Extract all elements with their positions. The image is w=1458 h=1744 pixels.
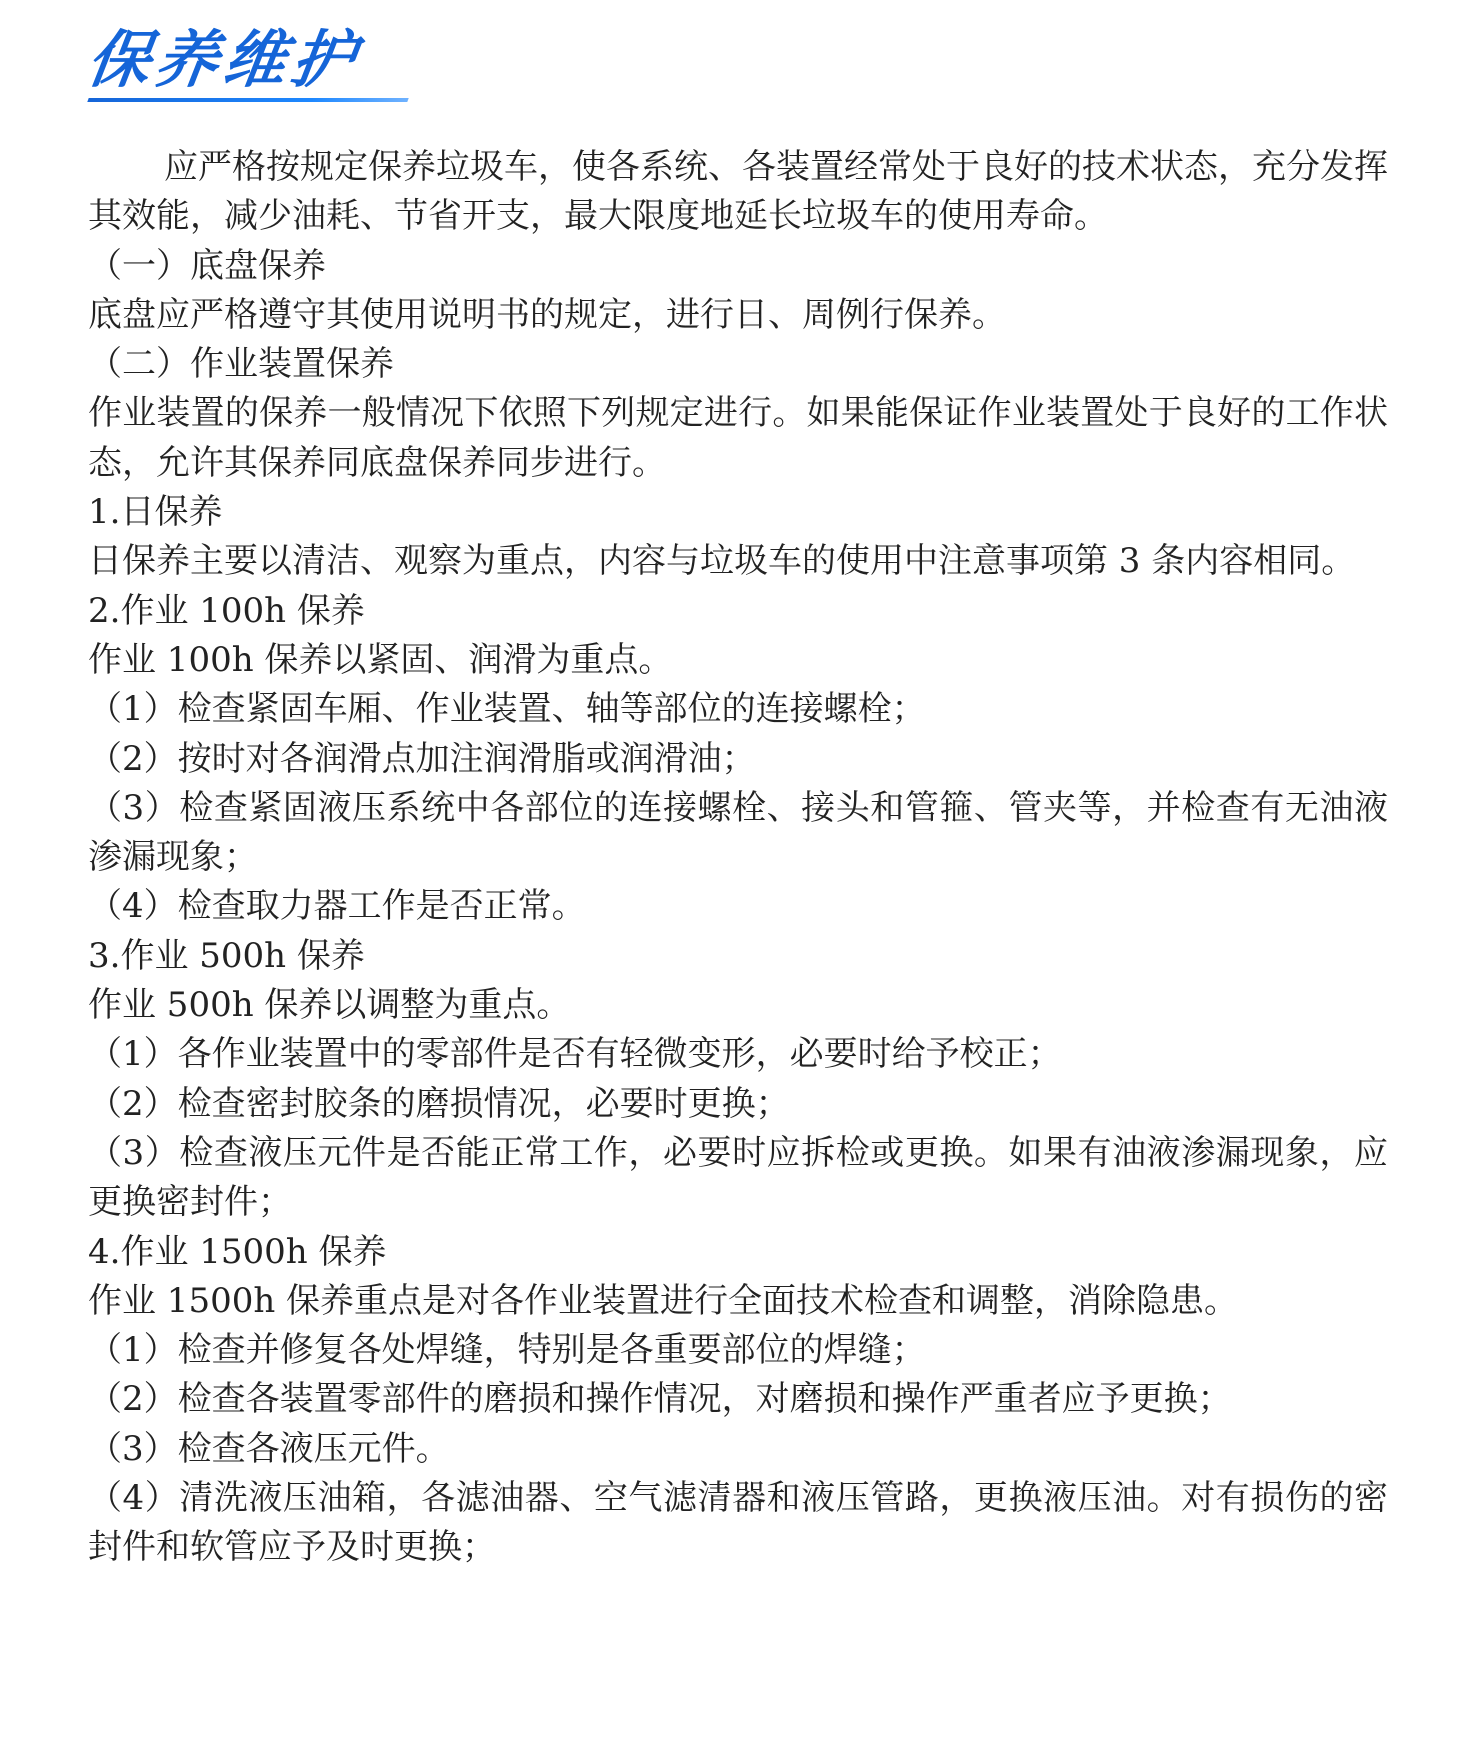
- section-heading-work-device: （二）作业装置保养: [88, 344, 394, 385]
- paragraph: 作业 1500h 保养重点是对各作业装置进行全面技术检查和调整，消除隐患。: [88, 1280, 1239, 1321]
- section-heading-chassis: （一）底盘保养: [88, 245, 326, 286]
- list-item: （2）按时对各润滑点加注润滑脂或润滑油；: [88, 738, 756, 779]
- list-item: （2）检查密封胶条的磨损情况，必要时更换；: [88, 1083, 790, 1124]
- intro-paragraph: 应严格按规定保养垃圾车，使各系统、各装置经常处于良好的技术状态，充分发挥其效能，减少油耗、节省开支，最大限度地延长垃圾车的使用寿命。: [88, 147, 1388, 237]
- paragraph: 作业装置的保养一般情况下依照下列规定进行。如果能保证作业装置处于良好的工作状态，允许其保养同底盘保养同步进行。: [88, 393, 1388, 483]
- list-item: （3）检查液压元件是否能正常工作，必要时应拆检或更换。如果有油液渗漏现象，应更换密封件；: [88, 1132, 1388, 1223]
- paragraph: 作业 100h 保养以紧固、润滑为重点。: [88, 639, 673, 680]
- list-item: （2）检查各装置零部件的磨损和操作情况，对磨损和操作严重者应予更换；: [88, 1379, 1232, 1420]
- list-item: （3）检查紧固液压系统中各部位的连接螺栓、接头和管箍、管夹等，并检查有无油液 渗漏现象；: [88, 787, 1422, 878]
- paragraph: 底盘应严格遵守其使用说明书的规定，进行日、周例行保养。: [88, 294, 1006, 335]
- subheading-500h: 3.作业 500h 保养: [88, 935, 365, 976]
- subheading-daily: 1.日保养: [88, 492, 223, 533]
- list-item: （4）检查取力器工作是否正常。: [88, 886, 586, 927]
- list-item: （1）各作业装置中的零部件是否有轻微变形，必要时给予校正；: [88, 1034, 1062, 1075]
- list-item: （1）检查紧固车厢、作业装置、轴等部位的连接螺栓；: [88, 689, 926, 730]
- paragraph: 作业 500h 保养以调整为重点。: [88, 985, 571, 1026]
- document-body: [88, 143, 1422, 1573]
- title-underline: [87, 98, 408, 102]
- list-item: （3）检查各液压元件。: [88, 1428, 450, 1469]
- list-item: （1）检查并修复各处焊缝，特别是各重要部位的焊缝；: [88, 1330, 926, 1371]
- paragraph: 日保养主要以清洁、观察为重点，内容与垃圾车的使用中注意事项第 3 条内容相同。: [88, 541, 1356, 582]
- subheading-100h: 2.作业 100h 保养: [88, 590, 365, 631]
- list-item: （4）清洗液压油箱，各滤油器、空气滤清器和液压管路，更换液压油。对有损伤的密封件和软管应予及时更换；: [88, 1478, 1388, 1568]
- section-title: 保养维护: [82, 23, 366, 96]
- subheading-1500h: 4.作业 1500h 保养: [88, 1231, 387, 1272]
- section-header: [82, 22, 418, 102]
